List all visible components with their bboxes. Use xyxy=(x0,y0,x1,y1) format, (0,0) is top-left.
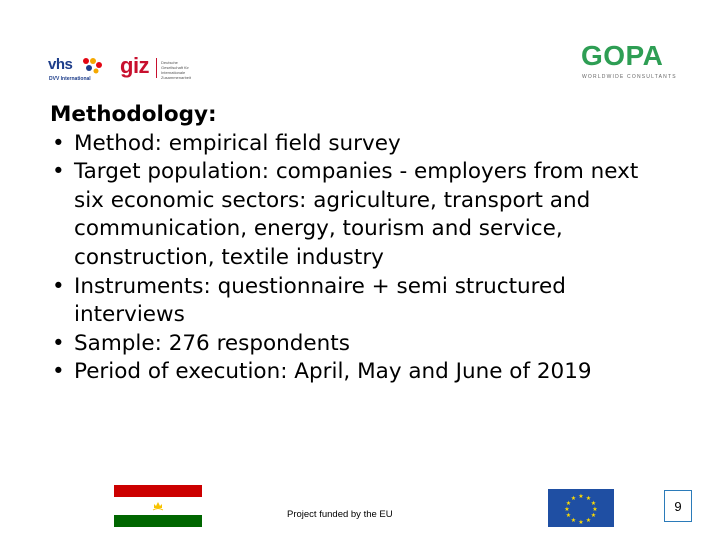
vhs-logo-text: vhs xyxy=(48,56,73,73)
vhs-logo xyxy=(48,54,110,86)
bullet-item-target-population: • Target population: companies - employers from next six economic sectors: agriculture, transport and communication, energy, tourism and service, construction, textile industry xyxy=(50,158,660,272)
slide-content xyxy=(50,101,660,387)
slide-heading: Methodology: xyxy=(50,102,217,127)
bullet-item-instruments: • Instruments: questionnaire + semi structured interviews xyxy=(50,273,660,330)
svg-text:★: ★ xyxy=(570,517,577,524)
page-number: 9 xyxy=(664,490,692,522)
svg-text:★: ★ xyxy=(592,506,598,513)
giz-logo-subtext: Deutsche Gesellschaft für Internationale Zusammenarbeit xyxy=(161,60,192,80)
eu-flag-icon xyxy=(548,489,614,527)
eu-stars-icon xyxy=(548,489,614,527)
svg-text:★: ★ xyxy=(578,519,584,526)
svg-text:★: ★ xyxy=(578,493,584,500)
bullet-list xyxy=(50,130,660,387)
gopa-logo-text: GOPA xyxy=(581,40,664,71)
gopa-logo xyxy=(578,40,677,84)
svg-text:★: ★ xyxy=(585,495,592,502)
giz-logo-divider xyxy=(156,58,157,78)
gopa-logo-subtext: WORLDWIDE CONSULTANTS xyxy=(582,74,677,80)
svg-text:★: ★ xyxy=(590,500,597,507)
giz-logo xyxy=(120,54,200,84)
funding-note: Project funded by the EU xyxy=(287,509,393,520)
bullet-item-period: • Period of execution: April, May and June of 2019 xyxy=(50,358,660,387)
tajikistan-flag-icon xyxy=(114,485,202,527)
bullet-item-sample: • Sample: 276 respondents xyxy=(50,330,660,359)
giz-logo-text: giz xyxy=(120,53,150,78)
vhs-logo-subtext: DVV International xyxy=(49,76,91,82)
svg-text:★: ★ xyxy=(565,500,572,507)
bullet-item-method: • Method: empirical field survey xyxy=(50,130,660,159)
crown-icon xyxy=(152,499,164,512)
svg-text:★: ★ xyxy=(565,512,572,519)
svg-text:★: ★ xyxy=(585,517,592,524)
vhs-dots-icon xyxy=(81,57,103,75)
svg-text:★: ★ xyxy=(590,512,597,519)
svg-text:★: ★ xyxy=(570,495,577,502)
svg-text:★: ★ xyxy=(564,506,570,513)
